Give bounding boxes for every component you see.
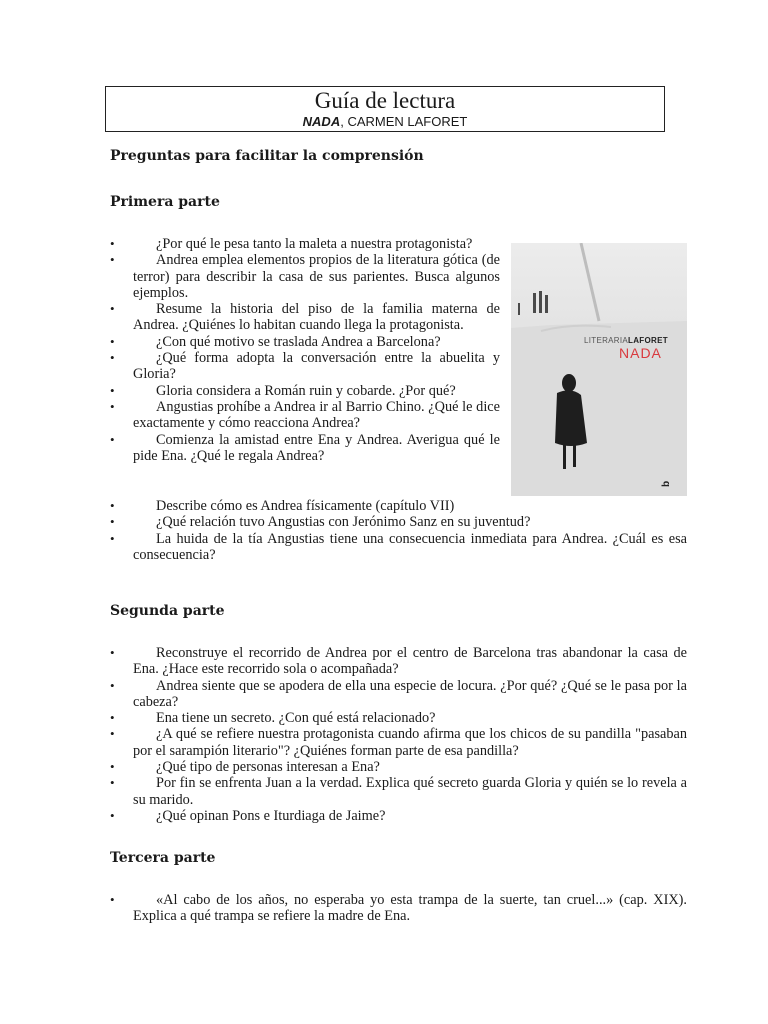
section-heading-segunda: Segunda parte	[110, 603, 225, 619]
list-item: • Reconstruye el recorrido de Andrea por el centro de Barcelona tras abandonar la casa de Ena. ¿Hace este recorrido sola o acompañada?	[110, 645, 687, 678]
list-item: • Andrea siente que se apodera de ella una especie de locura. ¿Por qué? ¿Qué se le pasa por la cabeza?	[110, 678, 687, 711]
list-segunda	[110, 645, 687, 824]
list-item: • Angustias prohíbe a Andrea ir al Barrio Chino. ¿Qué le dice exactamente y cómo reacciona Andrea?	[110, 399, 500, 432]
intro-heading: Preguntas para facilitar la comprensión	[110, 148, 424, 164]
list-primera-wide	[110, 498, 687, 563]
section-heading-tercera: Tercera parte	[110, 850, 216, 866]
list-item: • ¿Con qué motivo se traslada Andrea a Barcelona?	[110, 334, 500, 350]
list-tercera	[110, 892, 687, 925]
svg-text:b: b	[661, 480, 672, 487]
title-box	[105, 86, 665, 132]
list-item: • Comienza la amistad entre Ena y Andrea. Averigua qué le pide Ena. ¿Qué le regala Andrea?	[110, 432, 500, 465]
book-subtitle	[106, 114, 664, 130]
list-item: • «Al cabo de los años, no esperaba yo esta trampa de la suerte, tan cruel...» (cap. XIX). Explica a qué trampa se refiere la madre de Ena.	[110, 892, 687, 925]
book-title: NADA	[302, 114, 341, 129]
list-item: • ¿Qué relación tuvo Angustias con Jerónimo Sanz en su juventud?	[110, 514, 687, 530]
section-heading-primera: Primera parte	[110, 194, 220, 210]
list-item: • Andrea emplea elementos propios de la literatura gótica (de terror) para describir la casa de sus parientes. Busca algunos ejemplos.	[110, 252, 500, 301]
list-item: • Ena tiene un secreto. ¿Con qué está relacionado?	[110, 710, 687, 726]
author-name: , CARMEN LAFORET	[340, 114, 468, 129]
list-item: • Por fin se enfrenta Juan a la verdad. Explica qué secreto guarda Gloria y quién se lo revela a su marido.	[110, 775, 687, 808]
book-cover-image	[511, 243, 687, 496]
list-primera-narrow	[110, 236, 500, 464]
list-item: • Describe cómo es Andrea físicamente (capítulo VII)	[110, 498, 687, 514]
list-item: • ¿Qué tipo de personas interesan a Ena?	[110, 759, 687, 775]
list-item: • Gloria considera a Román ruin y cobarde. ¿Por qué?	[110, 383, 500, 399]
list-item: • ¿Por qué le pesa tanto la maleta a nuestra protagonista?	[110, 236, 500, 252]
list-item: • ¿Qué forma adopta la conversación entre la abuelita y Gloria?	[110, 350, 500, 383]
list-item: • La huida de la tía Angustias tiene una consecuencia inmediata para Andrea. ¿Cuál es esa consecuencia?	[110, 531, 687, 564]
list-item: • Resume la historia del piso de la familia materna de Andrea. ¿Quiénes lo habitan cuando llega la protagonista.	[110, 301, 500, 334]
cover-brand: LITERARIALAFORET	[584, 336, 668, 345]
list-item: • ¿A qué se refiere nuestra protagonista cuando afirma que los chicos de su pandilla "pasaban por el sarampión literario"? ¿Quiénes forman parte de esa pandilla?	[110, 726, 687, 759]
cover-title: NADA	[619, 345, 662, 361]
page-title: Guía de lectura	[314, 88, 456, 113]
list-item: • ¿Qué opinan Pons e Iturdiaga de Jaime?	[110, 808, 687, 824]
